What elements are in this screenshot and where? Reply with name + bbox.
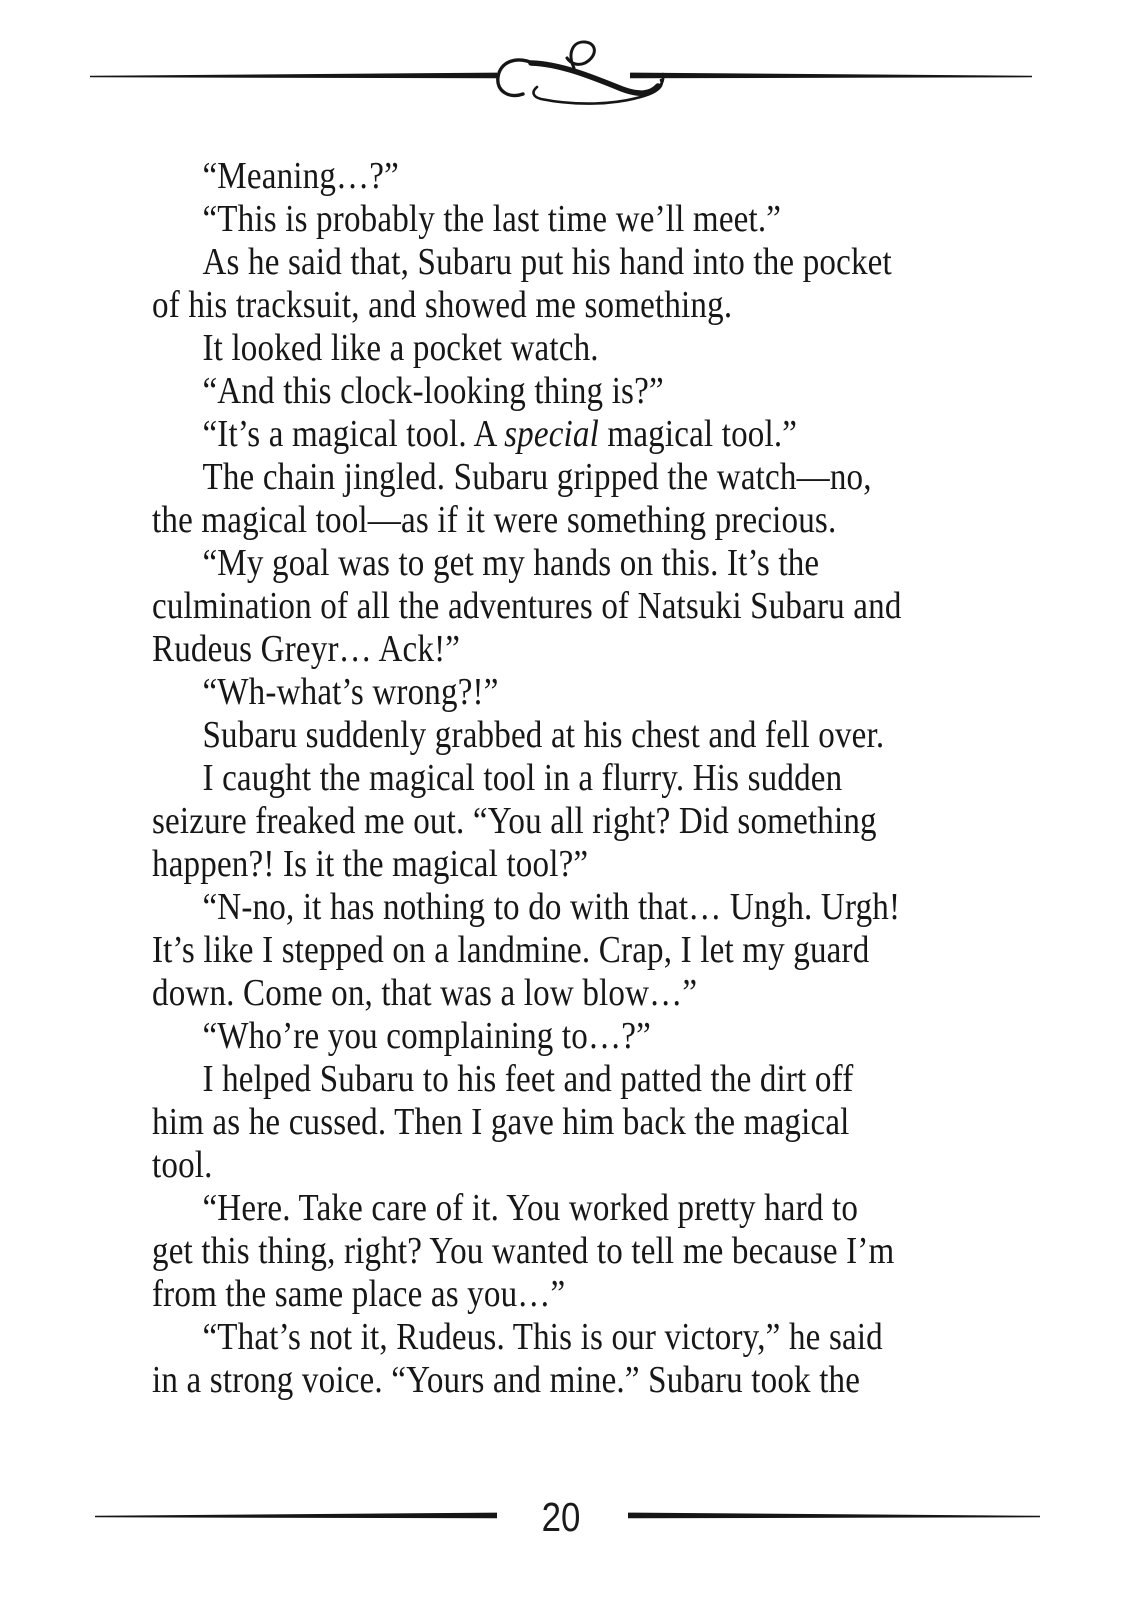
text-line [152, 1015, 991, 1058]
text-segment: Subaru suddenly grabbed at his chest and fell over. [202, 714, 885, 756]
text-line [152, 757, 991, 800]
text-segment: happen?! Is it the magical tool?” [152, 843, 589, 885]
text-segment: in a strong voice. “Yours and mine.” Subaru took the [152, 1359, 861, 1401]
page-text [152, 155, 991, 1402]
text-segment: As he said that, Subaru put his hand into the pocket [202, 241, 892, 283]
text-line [152, 972, 991, 1015]
text-line [152, 843, 991, 886]
text-line [152, 1273, 991, 1316]
text-segment: “That’s not it, Rudeus. This is our victory,” he said [202, 1316, 883, 1358]
text-line [152, 1359, 991, 1402]
text-line [152, 413, 991, 456]
text-segment: Rudeus Greyr… Ack!” [152, 628, 461, 670]
text-segment: him as he cussed. Then I gave him back the magical [152, 1101, 850, 1143]
italic-text: special [504, 413, 599, 455]
text-segment: “Wh-what’s wrong?!” [202, 671, 499, 713]
text-line [152, 929, 991, 972]
text-segment: “This is probably the last time we’ll meet.” [202, 198, 782, 240]
text-line [152, 714, 991, 757]
text-line [152, 1101, 991, 1144]
text-segment: “N-no, it has nothing to do with that… Ungh. Urgh! [202, 886, 901, 928]
text-line [152, 671, 991, 714]
text-line [152, 585, 991, 628]
text-segment: It looked like a pocket watch. [202, 327, 599, 369]
text-segment: seizure freaked me out. “You all right? Did something [152, 800, 877, 842]
text-segment: tool. [152, 1144, 213, 1186]
text-segment: “Here. Take care of it. You worked pretty hard to [202, 1187, 859, 1229]
text-segment: “And this clock-looking thing is?” [202, 370, 664, 412]
text-segment: The chain jingled. Subaru gripped the watch—no, [202, 456, 872, 498]
top-divider [0, 0, 1122, 130]
text-segment: “My goal was to get my hands on this. It’s the [202, 542, 820, 584]
text-line [152, 499, 991, 542]
text-line [152, 1187, 991, 1230]
text-line [152, 456, 991, 499]
text-segment: from the same place as you…” [152, 1273, 566, 1315]
text-line [152, 1058, 991, 1101]
text-line [152, 155, 991, 198]
text-line [152, 370, 991, 413]
text-segment: “It’s a magical tool. A [202, 413, 505, 455]
text-segment: It’s like I stepped on a landmine. Crap, I let my guard [152, 929, 870, 971]
text-line [152, 241, 991, 284]
text-line [152, 886, 991, 929]
text-line [152, 1230, 991, 1273]
page-number: 20 [541, 1494, 581, 1540]
text-line [152, 284, 991, 327]
text-segment: down. Come on, that was a low blow…” [152, 972, 698, 1014]
text-segment: “Who’re you complaining to…?” [202, 1015, 651, 1057]
text-segment: magical tool.” [598, 413, 798, 455]
top-rule-left [90, 73, 497, 79]
text-segment: the magical tool—as if it were something precious. [152, 499, 837, 541]
text-segment: I helped Subaru to his feet and patted the dirt off [202, 1058, 854, 1100]
text-segment: of his tracksuit, and showed me something. [152, 284, 733, 326]
text-line [152, 198, 991, 241]
top-rule-right [630, 73, 1032, 79]
text-line [152, 800, 991, 843]
text-segment: I caught the magical tool in a flurry. His sudden [202, 757, 843, 799]
text-segment: “Meaning…?” [202, 155, 399, 197]
text-segment: culmination of all the adventures of Natsuki Subaru and [152, 585, 902, 627]
text-line [152, 542, 991, 585]
text-line [152, 327, 991, 370]
text-line [152, 628, 991, 671]
text-line [152, 1316, 991, 1359]
text-segment: get this thing, right? You wanted to tell me because I’m [152, 1230, 895, 1272]
text-line [152, 1144, 991, 1187]
